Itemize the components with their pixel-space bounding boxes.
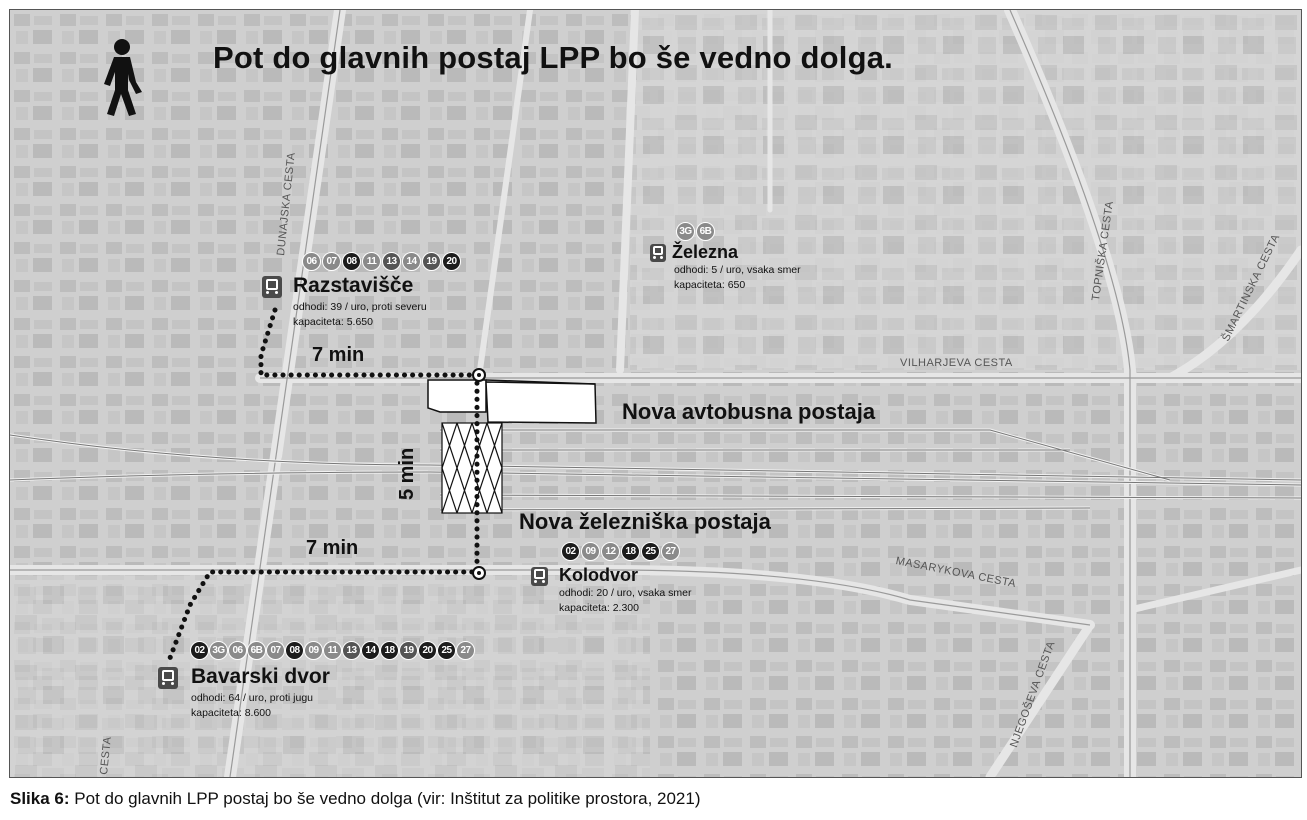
map-title: Pot do glavnih postaj LPP bo še vedno dolga. <box>213 40 893 75</box>
line-badge: 14 <box>361 641 380 660</box>
walk-time-top: 7 min <box>312 344 365 366</box>
line-badge: 3G <box>676 222 695 241</box>
lines-zelezna <box>676 222 715 241</box>
label-new-train-station: Nova železniška postaja <box>519 509 771 534</box>
label-new-bus-station: Nova avtobusna postaja <box>622 399 876 424</box>
walk-time-bottom: 7 min <box>306 537 359 559</box>
line-badge: 27 <box>661 542 680 561</box>
line-badge: 18 <box>621 542 640 561</box>
line-badge: 06 <box>228 641 247 660</box>
line-badge: 06 <box>302 252 321 271</box>
line-badge: 19 <box>422 252 441 271</box>
figure-caption <box>10 789 701 809</box>
line-badge: 25 <box>641 542 660 561</box>
line-badge: 3G <box>209 641 228 660</box>
street-njegoseva: NJEGOŠEVA CESTA <box>1008 639 1058 750</box>
station-capacity: kapaciteta: 8.600 <box>191 707 271 719</box>
line-badge: 02 <box>561 542 580 561</box>
station-capacity: kapaciteta: 650 <box>674 279 746 291</box>
street-vilharjeva: VILHARJEVA CESTA <box>900 357 1013 369</box>
bus-stop-icon <box>262 276 282 298</box>
station-capacity: kapaciteta: 5.650 <box>293 316 373 328</box>
street-dunajska-top: DUNAJSKA CESTA <box>275 151 298 257</box>
station-name: Železna <box>672 242 739 262</box>
map-background <box>10 10 1301 777</box>
line-badge: 13 <box>342 641 361 660</box>
bus-stop-icon <box>158 667 178 689</box>
new-train-station-building <box>442 423 502 513</box>
line-badge: 09 <box>581 542 600 561</box>
line-badge: 25 <box>437 641 456 660</box>
street-masarykova: MASARYKOVA CESTA <box>894 555 1018 591</box>
street-smartinska: ŠMARTINSKA CESTA <box>1220 232 1283 344</box>
line-badge: 27 <box>456 641 475 660</box>
lines-razstavisce <box>302 252 461 271</box>
line-badge: 13 <box>382 252 401 271</box>
line-badge: 12 <box>601 542 620 561</box>
line-badge: 14 <box>402 252 421 271</box>
line-badge: 19 <box>399 641 418 660</box>
line-badge: 08 <box>342 252 361 271</box>
bus-stop-icon <box>531 567 548 586</box>
line-badge: 07 <box>266 641 285 660</box>
map-figure <box>9 9 1302 778</box>
lines-kolodvor <box>561 542 680 561</box>
station-capacity: kapaciteta: 2.300 <box>559 602 639 614</box>
line-badge: 09 <box>304 641 323 660</box>
walk-time-vertical: 5 min <box>396 447 418 500</box>
line-badge: 6B <box>247 641 266 660</box>
line-badge: 11 <box>362 252 381 271</box>
caption-text: Pot do glavnih LPP postaj bo še vedno dolga (vir: Inštitut za politike prostora, 2021) <box>69 789 701 808</box>
station-departures: odhodi: 39 / uro, proti severu <box>293 301 427 313</box>
line-badge: 02 <box>190 641 209 660</box>
street-topniska: TOPNIŠKA CESTA <box>1090 200 1116 302</box>
station-name: Razstavišče <box>293 274 414 297</box>
station-name: Bavarski dvor <box>191 665 330 688</box>
line-badge: 07 <box>322 252 341 271</box>
caption-label: Slika 6: <box>10 789 70 808</box>
bus-stop-icon <box>650 244 666 262</box>
street-dunajska-bottom: CESTA <box>98 735 114 776</box>
station-departures: odhodi: 20 / uro, vsaka smer <box>559 587 692 599</box>
station-name: Kolodvor <box>559 565 638 585</box>
station-departures: odhodi: 64 / uro, proti jugu <box>191 692 314 704</box>
line-badge: 11 <box>323 641 342 660</box>
line-badge: 18 <box>380 641 399 660</box>
line-badge: 20 <box>442 252 461 271</box>
station-departures: odhodi: 5 / uro, vsaka smer <box>674 264 801 276</box>
line-badge: 6B <box>696 222 715 241</box>
line-badge: 08 <box>285 641 304 660</box>
lines-bavarski <box>190 641 475 660</box>
line-badge: 20 <box>418 641 437 660</box>
